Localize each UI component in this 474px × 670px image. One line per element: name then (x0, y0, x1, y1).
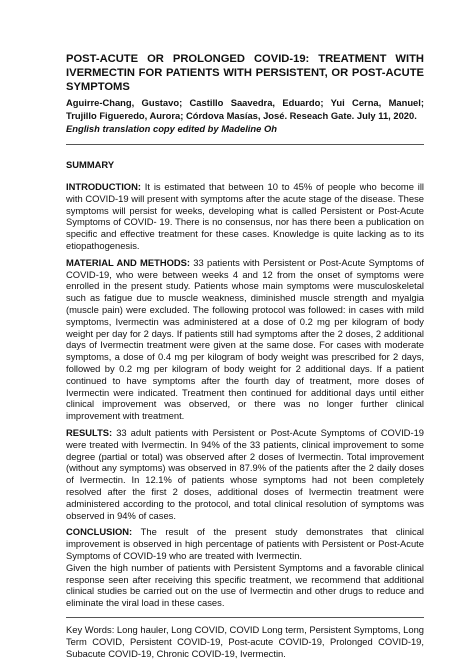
results-paragraph (66, 427, 424, 521)
translation-note: English translation copy edited by Madeline Oh (66, 123, 277, 134)
conclusion-paragraph (66, 526, 424, 561)
paper-page (66, 52, 424, 660)
methods-text: 33 patients with Persistent or Post-Acute Symptoms of COVID-19, who were between weeks 4 and 12 from the onset of symptoms were enrolled in the present study. Patients whose main symptoms were musculoskeletal such as fatigue due to muscle weakness, diminished muscle strength and myalgia (muscle pain) were excluded. The following protocol was followed: in cases with mild symptoms, Ivermectin was administered at a dose of 0.2 mg per kilogram of body weight per day for 2 days. If patients still had symptoms after the 2 doses, 2 additional days of Ivermectin treatment were given at the same dose. For cases with moderate symptoms, a dose of 0.4 mg per kilogram of body weight was prescribed for 2 days, followed by 0.2 mg per kilogram of body weight for 2 additional days. If a patient continued to have symptoms after the fourth day of treatment, more doses of Ivermectin were indicated. Treatment then continued for additional days until either clinical improvement was observed, or there was no longer further clinical improvement with treatment. (66, 256, 425, 422)
methods-label: MATERIAL AND METHODS: (66, 256, 191, 268)
header-divider (66, 144, 424, 145)
results-label: RESULTS: (66, 426, 113, 438)
methods-paragraph (66, 257, 424, 422)
conclusion-label: CONCLUSION: (66, 526, 133, 538)
closing-paragraph: Given the high number of patients with Persistent Symptoms and a favorable clinical response seen after receiving this specific treatment, we recommend that additional clinical studies be carried out on the use of Ivermectin and other drugs to reduce and eliminate the viral load in these cases. (66, 561, 424, 609)
conclusion-text: The result of the present study demonstrates that clinical improvement is observed in high percentage of patients with Persistent or Post-Acute Symptoms of COVID-19 who are treated with Ivermectin. (66, 526, 424, 561)
keywords-divider (66, 617, 424, 618)
author-list: Aguirre-Chang, Gustavo; Castillo Saavedra, Eduardo; Yui Cerna, Manuel; Trujillo Figueredo, Aurora; Córdova Masías, José. Reseach Gate. July 11, 2020. (66, 97, 424, 121)
results-text: 33 adult patients with Persistent or Post-Acute Symptoms of COVID-19 were treated with Ivermectin. In 94% of the 33 patients, clinical improvement to some degree (partial or total) was observed after 2 doses of Ivermectin. Total improvement (without any symptoms) was observed in 87.9% of the patients after the 2 daily doses of Ivermectin. In 12.1% of patients whose symptoms had not been completely resolved after the first 2 doses, additional doses of Ivermectin treatment were administered according to the protocol, and total clinical resolution of symptoms was observed in 94% of cases. (66, 426, 424, 521)
introduction-label: INTRODUCTION: (66, 181, 141, 192)
introduction-text: It is estimated that between 10 to 45% of people who become ill with COVID-19 will present with symptoms after the acute stage of the disease. These symptoms will persist for weeks, developing what is called Persistent or Post-Acute Symptoms of COVID- 19. There is no consensus, nor has there been a publication on specific and effective treatment for these cases. Knowledge is quite lacking as to its etiopathogenesis. (66, 181, 424, 251)
introduction-paragraph (66, 181, 424, 252)
paper-title: POST-ACUTE OR PROLONGED COVID-19: TREATMENT WITH IVERMECTIN FOR PATIENTS WITH PERSISTENT, OR POST-ACUTE SYMPTOMS (66, 53, 424, 93)
keywords-text: Key Words: Long hauler, Long COVID, COVID Long term, Persistent Symptoms, Long Term COVID, Persistent COVID-19, Post-acute COVID-19, Prolonged COVID-19, Subacute COVID-19, Chronic COVID-19, Ivermectin. (66, 623, 424, 659)
summary-heading: SUMMARY (66, 159, 115, 170)
